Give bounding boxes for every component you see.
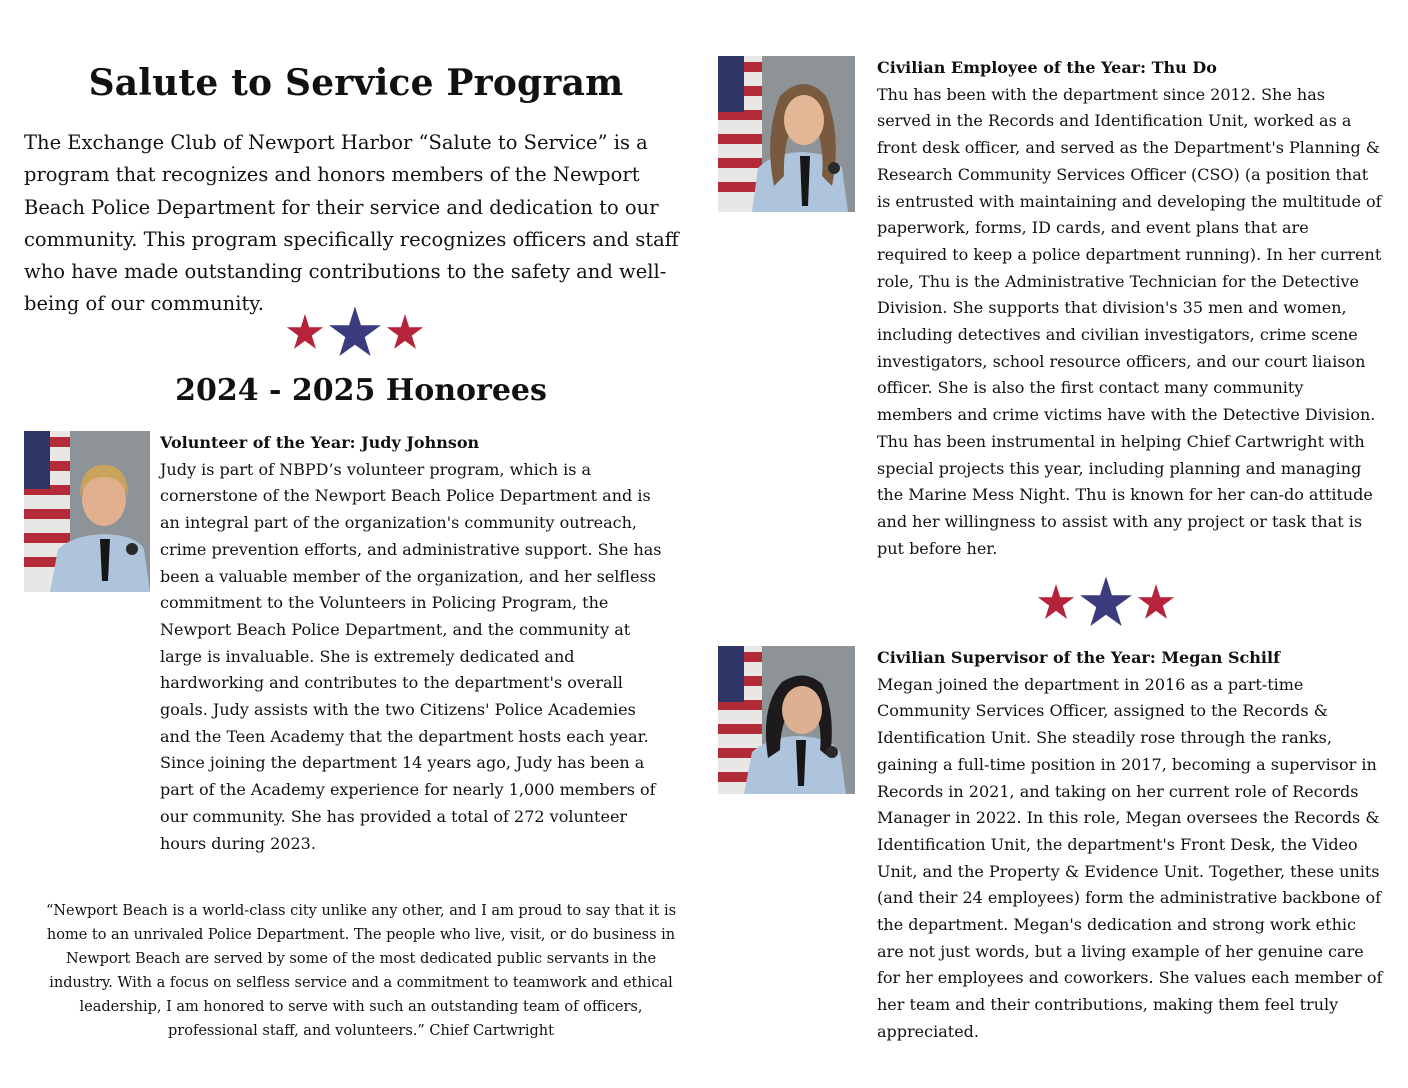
star-icon [1137, 584, 1175, 620]
photo-thu-do [718, 56, 855, 212]
star-icon [1079, 576, 1133, 628]
volunteer-body: Judy is part of NBPD’s volunteer program, which is a cornerstone of the Newport Beach Police Department and is an integral part of the organization's community outreach, crime prevention efforts, and administrative support. She has been a valuable member of the organization, and her selfless commitment to the Volunteers in Policing Program, the Newport Beach Police Department, and the community at large is invaluable. She is extremely dedicated and hardworking and contributes to the department's overall goals. Judy assists with the two Citizens' Police Academies and the Teen Academy that the department hosts each year. Since joining the department 14 years ago, Judy has been a part of the Academy experience for nearly 1,000 members of our community. She has provided a total of 272 volunteer hours during 2023. [160, 459, 662, 853]
star-icon [328, 306, 382, 358]
star-icon [1037, 584, 1075, 620]
honorees-heading: 2024 - 2025 Honorees [175, 373, 547, 408]
photo-megan-schilf [718, 646, 855, 794]
intro-paragraph: The Exchange Club of Newport Harbor “Salute to Service” is a program that recognizes and honors members of the Newport Beach Police Department for their service and dedication to our community. This program specifically recognizes officers and staff who have made outstanding contributions to the safety and well-being of our community. [24, 131, 679, 316]
supervisor-section [877, 645, 1383, 1046]
stars-divider-left [284, 306, 426, 358]
employee-section [877, 55, 1383, 562]
photo-judy-johnson [24, 431, 150, 592]
star-icon [386, 314, 424, 350]
star-icon [286, 314, 324, 350]
supervisor-heading: Civilian Supervisor of the Year: Megan Schilf [877, 648, 1280, 667]
page-title: Salute to Service Program [88, 62, 624, 104]
chief-quote: “Newport Beach is a world-class city unlike any other, and I am proud to say that it is home to an unrivaled Police Department. The people who live, visit, or do business in Newport Beach are served by some of the most dedicated public servants in the industry. With a focus on selfless service and a commitment to teamwork and ethical leadership, I am honored to serve with such an outstanding team of officers, professional staff, and volunteers.” Chief Cartwright [45, 903, 677, 1039]
employee-heading: Civilian Employee of the Year: Thu Do [877, 58, 1217, 77]
supervisor-body: Megan joined the department in 2016 as a part-time Community Services Officer, assigned to the Records & Identification Unit. She steadily rose through the ranks, gaining a full-time position in 2017, becoming a supervisor in Records in 2021, and taking on her current role of Records Manager in 2022. In this role, Megan oversees the Records & Identification Unit, the department's Front Desk, the Video Unit, and the Property & Evidence Unit. Together, these units (and their 24 employees) form the administrative backbone of the department. Megan's dedication and strong work ethic are not just words, but a living example of her genuine care for her employees and coworkers. She values each member of her team and their contributions, making them feel truly appreciated. [877, 674, 1383, 1041]
volunteer-heading: Volunteer of the Year: Judy Johnson [160, 433, 480, 452]
volunteer-section [160, 430, 670, 857]
employee-body: Thu has been with the department since 2012. She has served in the Records and Identification Unit, worked as a front desk officer, and served as the Department's Planning & Research Community Services Officer (CSO) (a position that is entrusted with maintaining and developing the multitude of paperwork, forms, ID cards, and event plans that are required to keep a police department running). In her current role, Thu is the Administrative Technician for the Detective Division. She supports that division's 35 men and women, including detectives and civilian investigators, crime scene investigators, school resource officers, and our court liaison officer. She is also the first contact many community members and crime victims have with the Detective Division. Thu has been instrumental in helping Chief Cartwright with special projects this year, including planning and managing the Marine Mess Night. Thu is known for her can-do attitude and her willingness to assist with any project or task that is put before her. [877, 84, 1382, 558]
stars-divider-right [1035, 576, 1177, 628]
